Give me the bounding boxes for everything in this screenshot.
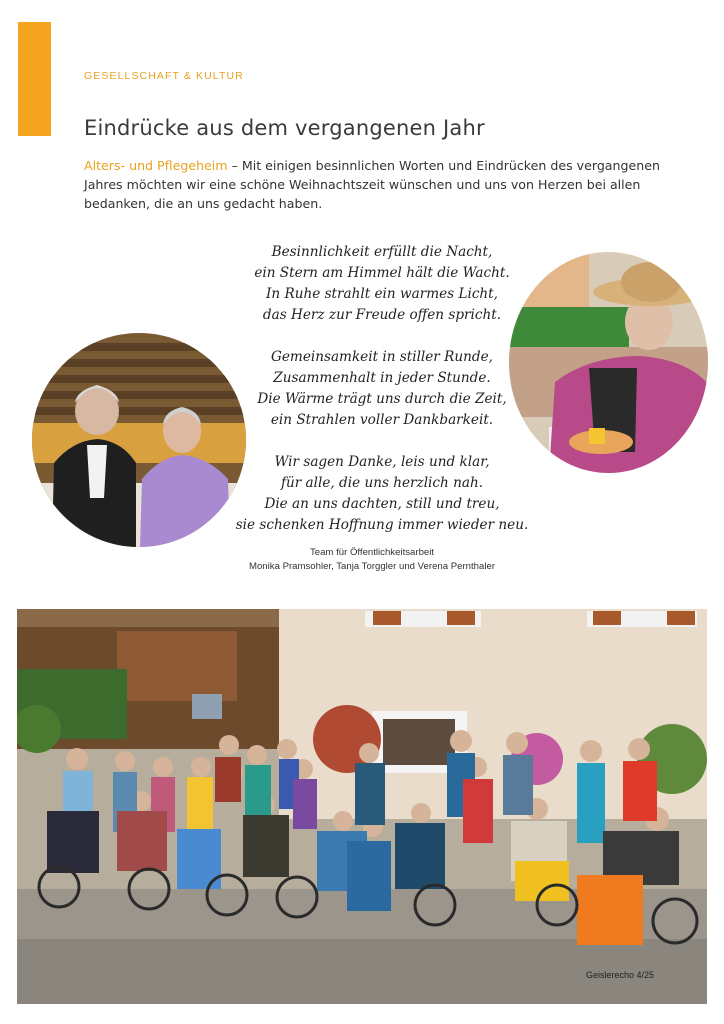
poem-line: das Herz zur Freude offen spricht. xyxy=(262,307,502,323)
poem-line: Die an uns dachten, still und treu, xyxy=(264,496,500,512)
poem-line: ein Strahlen voller Dankbarkeit. xyxy=(270,412,494,428)
poem xyxy=(222,242,542,557)
poem-stanza xyxy=(222,242,542,326)
poem-line: sie schenken Hoffnung immer wieder neu. xyxy=(235,517,529,533)
footer-label: Geislerecho 4/25 xyxy=(586,970,655,980)
group-photo xyxy=(17,609,707,1004)
poem-stanza xyxy=(222,347,542,431)
photo-two-women xyxy=(32,333,246,547)
photo-woman-hat xyxy=(509,252,708,473)
page-title: Eindrücke aus dem vergangenen Jahr xyxy=(84,116,485,140)
section-label: GESELLSCHAFT & KULTUR xyxy=(84,70,244,82)
poem-line: Wir sagen Danke, leis und klar, xyxy=(274,454,490,470)
poem-line: für alle, die uns herzlich nah. xyxy=(280,475,484,491)
poem-line: In Ruhe strahlt ein warmes Licht, xyxy=(266,286,498,302)
intro-lead: Alters- und Pflegeheim xyxy=(84,158,228,173)
poem-line: Die Wärme trägt uns durch die Zeit, xyxy=(257,391,507,407)
accent-bar xyxy=(18,22,51,136)
poem-line: Besinnlichkeit erfüllt die Nacht, xyxy=(271,244,493,260)
credits xyxy=(222,546,522,574)
poem-line: ein Stern am Himmel hält die Wacht. xyxy=(254,265,510,281)
intro-text: – Mit einigen besinnlichen Worten und Eindrücken des vergangenen Jahres möchten wir eine schöne Weihnachtszeit wünschen und uns von Herzen bei allen bedanken, die an uns gedacht haben. xyxy=(84,158,660,211)
poem-line: Gemeinsamkeit in stiller Runde, xyxy=(271,349,493,365)
credits-names: Monika Pramsohler, Tanja Torggler und Verena Pernthaler xyxy=(248,561,496,572)
intro-paragraph xyxy=(84,156,674,213)
poem-stanza xyxy=(222,452,542,536)
poem-line: Zusammenhalt in jeder Stunde. xyxy=(273,370,491,386)
credits-team: Team für Öffentlichkeitsarbeit xyxy=(309,547,435,558)
